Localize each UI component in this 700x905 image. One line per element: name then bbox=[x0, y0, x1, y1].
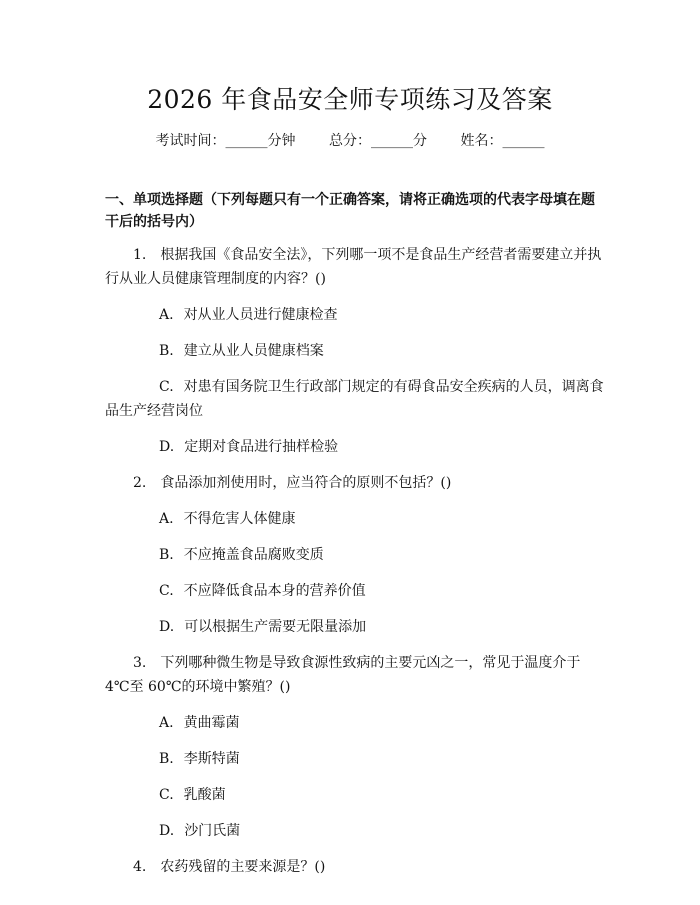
option-letter: C. bbox=[159, 583, 174, 599]
section-heading: 一、单项选择题（下列每题只有一个正确答案，请将正确选项的代表字母填在题干后的括号内） bbox=[105, 192, 595, 230]
question-4 bbox=[105, 855, 605, 879]
option-3a bbox=[105, 711, 605, 735]
page-title: 2026 年食品安全师专项练习及答案 bbox=[147, 85, 553, 114]
option-letter: A. bbox=[159, 511, 174, 527]
option-2b bbox=[105, 543, 605, 567]
question-1 bbox=[105, 243, 605, 291]
exam-time: 考试时间：______分钟 bbox=[155, 133, 296, 149]
option-3d bbox=[105, 819, 605, 843]
question-number: 4. bbox=[133, 859, 147, 875]
question-2 bbox=[105, 471, 605, 495]
option-2c bbox=[105, 579, 605, 603]
option-text: 对从业人员进行健康检查 bbox=[183, 307, 338, 323]
option-text: 不得危害人体健康 bbox=[183, 511, 296, 527]
option-3b bbox=[105, 747, 605, 771]
question-text: 食品添加剂使用时，应当符合的原则不包括？() bbox=[160, 475, 452, 491]
option-letter: C. bbox=[159, 787, 174, 803]
option-1b bbox=[105, 339, 605, 363]
option-text: 对患有国务院卫生行政部门规定的有碍食品安全疾病的人员，调离食品生产经营岗位 bbox=[105, 379, 604, 419]
option-text: 定期对食品进行抽样检验 bbox=[184, 439, 339, 455]
exam-name: 姓名：______ bbox=[460, 133, 545, 149]
option-letter: A. bbox=[159, 307, 174, 323]
option-text: 李斯特菌 bbox=[183, 751, 240, 767]
exam-meta bbox=[0, 130, 700, 150]
question-number: 2. bbox=[133, 475, 147, 491]
option-letter: D. bbox=[159, 619, 175, 635]
option-2d bbox=[105, 615, 605, 639]
question-number: 3. bbox=[133, 655, 147, 671]
option-text: 黄曲霉菌 bbox=[183, 715, 240, 731]
option-text: 建立从业人员健康档案 bbox=[183, 343, 324, 359]
question-text: 下列哪种微生物是导致食源性致病的主要元凶之一，常见于温度介于 4℃至 60℃的环境中繁殖？() bbox=[105, 655, 581, 695]
option-1c bbox=[105, 375, 605, 423]
exam-score: 总分：______分 bbox=[329, 133, 427, 149]
option-text: 不应掩盖食品腐败变质 bbox=[183, 547, 324, 563]
option-text: 可以根据生产需要无限量添加 bbox=[184, 619, 367, 635]
option-1d bbox=[105, 435, 605, 459]
option-letter: D. bbox=[159, 439, 175, 455]
question-number: 1. bbox=[133, 247, 147, 263]
option-letter: B. bbox=[159, 343, 174, 359]
option-letter: B. bbox=[159, 751, 174, 767]
option-text: 不应降低食品本身的营养价值 bbox=[183, 583, 366, 599]
option-letter: A. bbox=[159, 715, 174, 731]
option-text: 乳酸菌 bbox=[183, 787, 226, 803]
option-2a bbox=[105, 507, 605, 531]
option-letter: B. bbox=[159, 547, 174, 563]
option-text: 沙门氏菌 bbox=[184, 823, 241, 839]
option-1a bbox=[105, 303, 605, 327]
option-letter: D. bbox=[159, 823, 175, 839]
question-text: 根据我国《食品安全法》，下列哪一项不是食品生产经营者需要建立并执行从业人员健康管理制度的内容？() bbox=[105, 247, 602, 287]
question-3 bbox=[105, 651, 605, 699]
option-3c bbox=[105, 783, 605, 807]
option-letter: C. bbox=[159, 379, 174, 395]
question-text: 农药残留的主要来源是？() bbox=[160, 859, 326, 875]
question-list bbox=[105, 243, 605, 891]
